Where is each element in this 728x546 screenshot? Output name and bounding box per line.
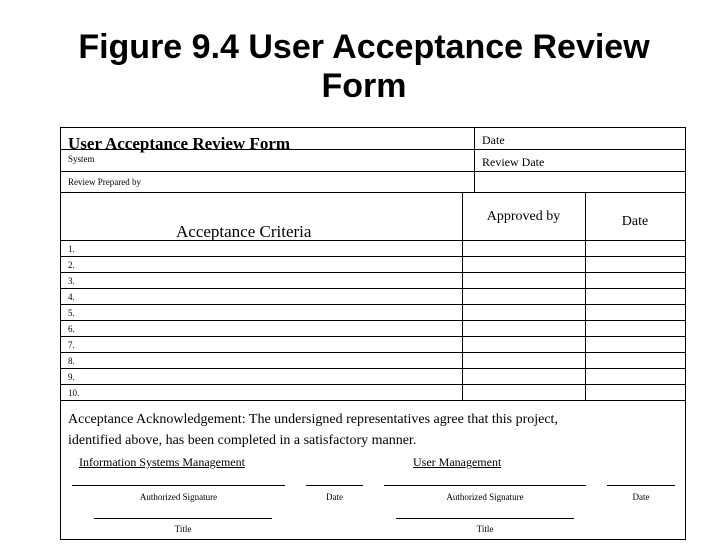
- criteria-row-number: 7.: [68, 340, 75, 350]
- criteria-row-divider: [61, 368, 685, 369]
- date-heading: Date: [621, 214, 649, 229]
- criteria-row-divider: [61, 320, 685, 321]
- acceptance-review-form: [60, 127, 686, 540]
- user-title-caption: Title: [476, 524, 494, 534]
- acknowledgement-line-1: Acceptance Acknowledgement: The undersigned representatives agree that this project,: [68, 412, 558, 427]
- criteria-row-divider: [61, 304, 685, 305]
- criteria-row-divider: [61, 288, 685, 289]
- user-management-label: User Management: [413, 455, 502, 469]
- criteria-row-number: 10.: [68, 388, 80, 398]
- criteria-row-divider: [61, 272, 685, 273]
- user-signature-line[interactable]: [384, 485, 586, 486]
- is-signature-caption: Authorized Signature: [139, 492, 218, 502]
- is-signature-line[interactable]: [72, 485, 285, 486]
- figure-title-line-1: Figure 9.4 User Acceptance Review Form: [78, 28, 650, 105]
- is-title-caption: Title: [174, 524, 192, 534]
- criteria-row-number: 9.: [68, 372, 75, 382]
- date-label: Date: [482, 133, 505, 147]
- criteria-row-number: 2.: [68, 260, 75, 270]
- acknowledgement-line-2: identified above, has been completed in a satisfactory manner.: [68, 433, 417, 448]
- acceptance-criteria-heading: Acceptance Criteria: [176, 222, 312, 241]
- system-label: System: [68, 154, 95, 164]
- figure-title: [0, 28, 728, 106]
- is-date-caption: Date: [326, 492, 343, 502]
- criteria-row-divider: [61, 256, 685, 257]
- criteria-row-divider: [61, 336, 685, 337]
- criteria-row-number: 1.: [68, 244, 75, 254]
- is-management-label: Information Systems Management: [79, 455, 245, 469]
- criteria-row-divider: [61, 384, 685, 385]
- criteria-row-number: 5.: [68, 308, 75, 318]
- criteria-row-number: 6.: [68, 324, 75, 334]
- review-date-label: Review Date: [482, 155, 545, 169]
- criteria-row-number: 3.: [68, 276, 75, 286]
- user-date-line[interactable]: [607, 485, 675, 486]
- criteria-row-divider: [61, 352, 685, 353]
- user-title-line[interactable]: [396, 518, 574, 519]
- criteria-row-number: 4.: [68, 292, 75, 302]
- approved-by-heading: Approved by: [486, 209, 561, 224]
- is-date-line[interactable]: [306, 485, 363, 486]
- criteria-row-number: 8.: [68, 356, 75, 366]
- review-prepared-by-label: Review Prepared by: [68, 177, 141, 187]
- user-date-caption: Date: [632, 492, 650, 502]
- form-name: User Acceptance Review Form: [68, 134, 291, 153]
- user-signature-caption: Authorized Signature: [446, 492, 524, 502]
- is-title-line[interactable]: [94, 518, 272, 519]
